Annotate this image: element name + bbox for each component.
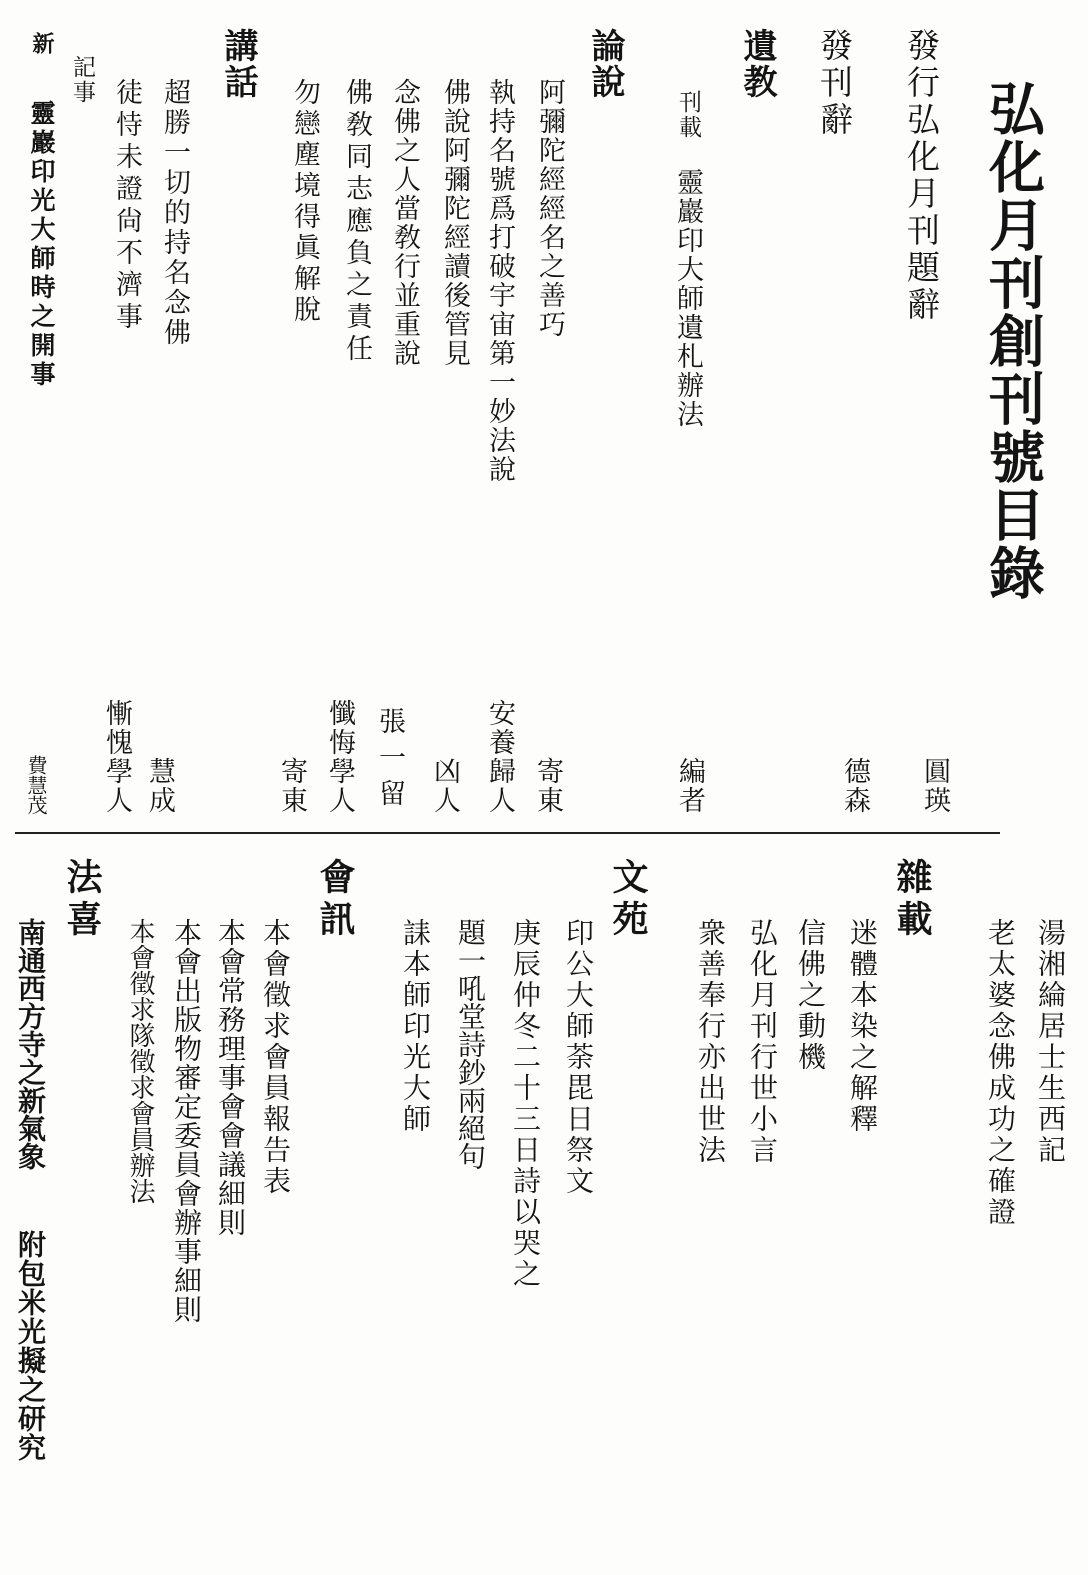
section-heading-lunshuo: 論說 bbox=[585, 28, 625, 100]
toc-item: 阿彌陀經經名之善巧 bbox=[534, 78, 565, 339]
toc-item: 佛說阿彌陀經讀後管見 bbox=[439, 78, 470, 368]
toc-item: 題一吼堂詩鈔兩絕句 bbox=[454, 918, 487, 1170]
toc-author: 張一留 bbox=[374, 707, 405, 815]
toc-author: 慧成 bbox=[144, 757, 175, 815]
toc-item: 靈巖印大師遺札辦法 bbox=[672, 168, 703, 429]
toc-item: 本會徵求隊徵求會員辦法 bbox=[125, 918, 155, 1204]
toc-item: 靈巖印光大師時之開事 bbox=[27, 100, 56, 390]
toc-author: 費慧茂 bbox=[24, 755, 48, 815]
toc-item: 念佛之人當敎行並重說 bbox=[389, 78, 420, 368]
toc-title: 弘化月刊創刊號目錄 bbox=[980, 80, 1046, 602]
section-heading-zazai: 雜載 bbox=[891, 858, 933, 942]
toc-item: 迷體本染之解釋 bbox=[846, 918, 879, 1135]
toc-author: 凶人 bbox=[429, 757, 460, 815]
item-prefix: 刊載 bbox=[675, 90, 701, 140]
section-heading-faxi: 法喜 bbox=[61, 858, 103, 942]
toc-item: 誄本師印光大師 bbox=[399, 918, 432, 1135]
toc-item: 南通西方寺之新氣象 bbox=[14, 918, 47, 1170]
toc-item: 勿戀塵境得眞解脫 bbox=[289, 78, 320, 326]
toc-item: 信佛之動機 bbox=[794, 918, 827, 1073]
toc-item: 本會常務理事會會議細則 bbox=[214, 918, 247, 1237]
toc-author: 慚愧學人 bbox=[101, 699, 132, 815]
toc-item: 湯湘綸居士生西記 bbox=[1034, 918, 1067, 1166]
toc-item: 本會出版物審定委員會辦事細則 bbox=[170, 918, 203, 1324]
section-heading-huixun: 會訊 bbox=[314, 858, 356, 942]
toc-item: 印公大師荼毘日祭文 bbox=[562, 918, 595, 1197]
toc-author: 編者 bbox=[674, 757, 705, 815]
section-heading-jianghua: 講話 bbox=[218, 28, 258, 100]
toc-item: 發刊辭 bbox=[815, 28, 854, 139]
toc-item: 老太婆念佛成功之確證 bbox=[984, 918, 1017, 1228]
toc-item: 發行弘化月刊題辭 bbox=[902, 28, 941, 324]
toc-author: 寄東 bbox=[276, 757, 307, 815]
toc-item: 弘化月刊行世小言 bbox=[746, 918, 779, 1166]
toc-author: 懺悔學人 bbox=[324, 699, 355, 815]
section-heading-wenyuan: 文苑 bbox=[607, 858, 649, 942]
toc-author: 寄東 bbox=[532, 757, 563, 815]
toc-item: 衆善奉行亦出世法 bbox=[694, 918, 727, 1166]
section-heading-yijiao: 遺教 bbox=[737, 28, 777, 100]
section-heading-jishi: 記事 bbox=[69, 55, 95, 105]
toc-item: 佛敎同志應負之責任 bbox=[341, 78, 372, 366]
item-prefix: 新 bbox=[29, 32, 55, 56]
toc-author: 安養歸人 bbox=[484, 699, 515, 815]
toc-author: 圓瑛 bbox=[919, 757, 950, 815]
toc-item: 超勝一切的持名念佛 bbox=[159, 78, 190, 348]
toc-item: 庚辰仲冬二十三日詩以哭之 bbox=[509, 918, 542, 1290]
toc-item: 徒恃未證尙不濟事 bbox=[111, 78, 142, 334]
toc-author: 德森 bbox=[839, 757, 870, 815]
divider-line bbox=[15, 832, 1000, 834]
toc-item: 本會徵求會員報告表 bbox=[259, 918, 292, 1197]
toc-item: 附包米光擬之研究 bbox=[14, 1230, 47, 1462]
toc-item: 執持名號爲打破宇宙第一妙法說 bbox=[484, 78, 515, 484]
